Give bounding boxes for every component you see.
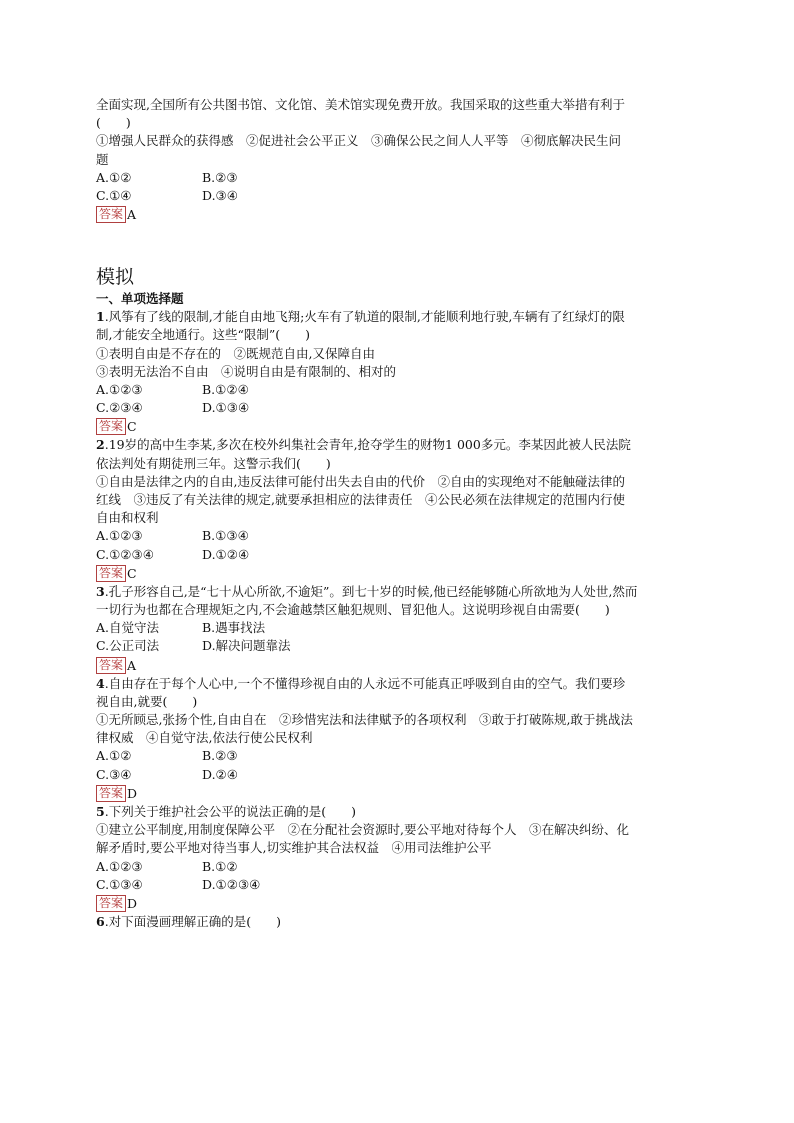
option-d: D.③④ — [202, 188, 238, 204]
option-row — [96, 399, 700, 417]
question-4 — [96, 675, 700, 803]
option-c: C.②③④ — [96, 400, 143, 416]
option-row — [96, 381, 700, 399]
document-page — [96, 96, 700, 931]
answer-row — [96, 656, 700, 675]
question-choices: ①自由是法律之内的自由,违反法律可能付出失去自由的代价 ②自由的实现绝对不能触碰法律的 — [96, 473, 625, 489]
option-b: B.②③ — [202, 169, 238, 185]
question-stem — [96, 675, 700, 693]
question-number: 4 — [96, 675, 105, 691]
option-c: C.公正司法 — [96, 638, 160, 654]
question-choices: ①表明自由是不存在的 ②既规范自由,又保障自由 — [96, 345, 375, 361]
question-number: 6 — [96, 913, 105, 929]
option-d: D.解决问题靠法 — [202, 638, 291, 654]
option-row — [96, 766, 700, 784]
answer-row — [96, 205, 700, 224]
question-choices: ①建立公平制度,用制度保障公平 ②在分配社会资源时,要公平地对待每个人 ③在解决纠纷、化 — [96, 822, 629, 838]
option-b: B.②③ — [202, 748, 238, 764]
question-choices: ①增强人民群众的获得感 ②促进社会公平正义 ③确保公民之间人人平等 ④彻底解决民生问 — [96, 133, 622, 149]
number-dot: . — [104, 803, 109, 819]
answer-badge: 答案 — [96, 785, 126, 802]
option-a: A.①②③ — [96, 382, 143, 398]
question-stem: 视自由,就要( ) — [96, 693, 198, 709]
question-number: 3 — [96, 583, 105, 599]
option-a: A.①②③ — [96, 858, 143, 874]
answer-badge: 答案 — [96, 657, 126, 674]
option-b: B.①③④ — [202, 528, 249, 544]
option-a: A.自觉守法 — [96, 620, 160, 636]
stem-text: 19岁的高中生李某,多次在校外纠集社会青年,抢夺学生的财物1 000多元。李某因此被人民法院 — [108, 437, 631, 453]
option-c: C.①③④ — [96, 876, 143, 892]
stem-text: 自由存在于每个人心中,一个不懂得珍视自由的人永远不可能真正呼吸到自由的空气。我们要珍 — [108, 675, 626, 691]
question-5 — [96, 803, 700, 913]
answer-value: A — [127, 657, 137, 673]
question-list — [96, 308, 700, 931]
stem-text: 孔子形容自己,是“七十从心所欲,不逾矩”。到七十岁的时候,他已经能够随心所欲地为人处世,然而 — [108, 583, 638, 599]
question-1 — [96, 308, 700, 436]
question-stem: 依法判处有期徒刑三年。这警示我们( ) — [96, 455, 331, 471]
question-number: 5 — [96, 803, 105, 819]
question-choices: 解矛盾时,要公平地对待当事人,切实维护其合法权益 ④用司法维护公平 — [96, 840, 492, 856]
answer-row — [96, 417, 700, 436]
question-choices: ③表明无法治不自由 ④说明自由是有限制的、相对的 — [96, 363, 397, 379]
section-subtitle: 一、单项选择题 — [96, 291, 184, 307]
question-choices: 红线 ③违反了有关法律的规定,就要承担相应的法律责任 ④公民必须在法律规定的范围内行使 — [96, 492, 625, 508]
answer-value: A — [127, 207, 137, 223]
option-b: B.①② — [202, 858, 238, 874]
option-row — [96, 619, 700, 637]
section-title: 模拟 — [96, 266, 135, 289]
question-stem — [96, 308, 700, 326]
question-stem — [96, 803, 700, 821]
number-dot: . — [104, 309, 109, 325]
option-d: D.①②④ — [202, 546, 250, 562]
answer-badge: 答案 — [96, 565, 126, 582]
question-stem: 制,才能安全地通行。这些“限制”( ) — [96, 327, 311, 343]
option-row — [96, 747, 700, 765]
question-choices: 自由和权利 — [96, 510, 159, 526]
option-c: C.③④ — [96, 766, 132, 782]
answer-value: D — [127, 785, 138, 801]
option-d: D.①②③④ — [202, 876, 261, 892]
option-row — [96, 637, 700, 655]
question-stem: 一切行为也都在合理规矩之内,不会逾越禁区触犯规则、冒犯他人。这说明珍视自由需要( ) — [96, 602, 610, 618]
option-row — [96, 546, 700, 564]
number-dot: . — [104, 437, 109, 453]
question-number: 1 — [96, 309, 105, 325]
question-choices: ①无所顾忌,张扬个性,自由自在 ②珍惜宪法和法律赋予的各项权利 ③敢于打破陈规,敢于挑战法 — [96, 712, 633, 728]
question-choices: 题 — [96, 151, 109, 167]
option-row — [96, 187, 700, 205]
question-stem: ( ) — [96, 115, 131, 131]
answer-row — [96, 564, 700, 583]
answer-value: C — [127, 565, 137, 581]
answer-row — [96, 894, 700, 913]
question-3 — [96, 583, 700, 675]
answer-value: C — [127, 419, 137, 435]
question-top — [96, 96, 700, 224]
number-dot: . — [104, 583, 109, 599]
question-stem — [96, 436, 700, 454]
question-number: 2 — [96, 437, 105, 453]
option-a: A.①②③ — [96, 528, 143, 544]
question-stem — [96, 913, 700, 931]
question-choices: 律权威 ④自觉守法,依法行使公民权利 — [96, 730, 313, 746]
option-d: D.②④ — [202, 766, 238, 782]
option-row — [96, 858, 700, 876]
stem-text: 风筝有了线的限制,才能自由地飞翔;火车有了轨道的限制,才能顺利地行驶,车辆有了红绿灯的限 — [108, 309, 625, 325]
option-b: B.遇事找法 — [202, 620, 266, 636]
stem-text: 对下面漫画理解正确的是( ) — [108, 913, 281, 929]
question-2 — [96, 436, 700, 582]
stem-text: 下列关于维护社会公平的说法正确的是( ) — [108, 803, 356, 819]
question-stem: 全面实现,全国所有公共图书馆、文化馆、美术馆实现免费开放。我国采取的这些重大举措有利于 — [96, 97, 625, 112]
option-c: C.①④ — [96, 188, 132, 204]
question-6 — [96, 913, 700, 931]
option-d: D.①③④ — [202, 400, 250, 416]
question-stem — [96, 583, 700, 601]
number-dot: . — [104, 913, 109, 929]
option-row — [96, 169, 700, 187]
option-row — [96, 876, 700, 894]
answer-badge: 答案 — [96, 206, 126, 223]
option-b: B.①②④ — [202, 382, 249, 398]
number-dot: . — [104, 675, 109, 691]
option-a: A.①② — [96, 748, 132, 764]
answer-row — [96, 784, 700, 803]
option-a: A.①② — [96, 169, 132, 185]
option-c: C.①②③④ — [96, 546, 154, 562]
answer-badge: 答案 — [96, 418, 126, 435]
answer-badge: 答案 — [96, 895, 126, 912]
option-row — [96, 527, 700, 545]
answer-value: D — [127, 895, 138, 911]
